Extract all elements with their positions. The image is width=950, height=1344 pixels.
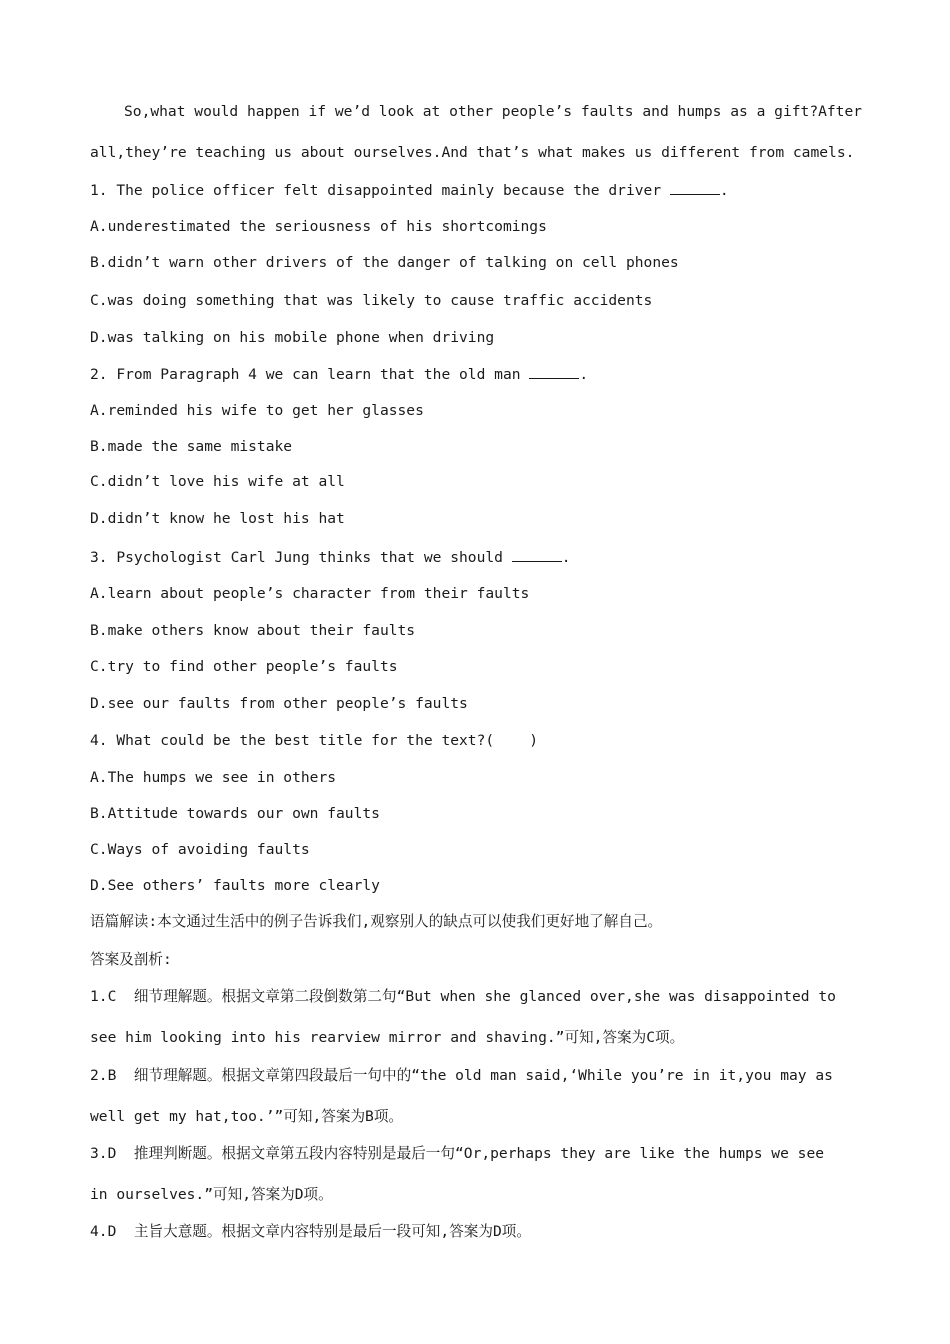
passage-line: So,what would happen if we’d look at other people’s faults and humps as a gift?After [124,103,863,120]
passage-summary: 语篇解读:本文通过生活中的例子告诉我们,观察别人的缺点可以使我们更好地了解自己。 [90,913,663,930]
option: D.See others’ faults more clearly [90,877,380,894]
question-stem [90,180,729,201]
question-text: 1. The police officer felt disappointed mainly because the driver [90,182,670,199]
option: B.didn’t warn other drivers of the danger of talking on cell phones [90,254,679,271]
question-stem: 4. What could be the best title for the text?( ) [90,732,539,749]
option: A.reminded his wife to get her glasses [90,402,424,419]
answer-line: 2.B 细节理解题。根据文章第四段最后一句中的“the old man said,‘While you’re in it,you may as [90,1067,833,1084]
option: A.learn about people’s character from their faults [90,585,530,602]
answer-line: 1.C 细节理解题。根据文章第二段倒数第二句“But when she glanced over,she was disappointed to [90,988,836,1005]
option: C.try to find other people’s faults [90,658,398,675]
answer-blank [670,180,720,195]
answer-line: 3.D 推理判断题。根据文章第五段内容特别是最后一句“Or,perhaps they are like the humps we see [90,1145,825,1162]
question-end: . [579,366,589,383]
answer-line: 4.D 主旨大意题。根据文章内容特别是最后一段可知,答案为D项。 [90,1223,531,1240]
option: B.make others know about their faults [90,622,416,639]
option: B.made the same mistake [90,438,293,455]
option: D.didn’t know he lost his hat [90,510,345,527]
option: D.see our faults from other people’s faults [90,695,468,712]
option: B.Attitude towards our own faults [90,805,380,822]
question-stem [90,364,588,385]
question-text: 2. From Paragraph 4 we can learn that the old man [90,366,530,383]
answer-blank [529,364,579,379]
passage-line: all,they’re teaching us about ourselves.And that’s what makes us different from camels. [90,144,855,161]
option: A.The humps we see in others [90,769,337,786]
question-end: . [719,182,729,199]
option: A.underestimated the seriousness of his shortcomings [90,218,547,235]
option: C.Ways of avoiding faults [90,841,310,858]
answers-heading: 答案及剖析: [90,951,172,968]
question-end: . [561,549,571,566]
answer-line: in ourselves.”可知,答案为D项。 [90,1186,333,1203]
option: C.was doing something that was likely to cause traffic accidents [90,292,653,309]
option: C.didn’t love his wife at all [90,473,345,490]
option: D.was talking on his mobile phone when driving [90,329,495,346]
answer-line: see him looking into his rearview mirror and shaving.”可知,答案为C项。 [90,1029,685,1046]
answer-line: well get my hat,too.’”可知,答案为B项。 [90,1108,404,1125]
answer-blank [512,547,562,562]
question-text: 3. Psychologist Carl Jung thinks that we should [90,549,512,566]
question-stem [90,547,571,568]
